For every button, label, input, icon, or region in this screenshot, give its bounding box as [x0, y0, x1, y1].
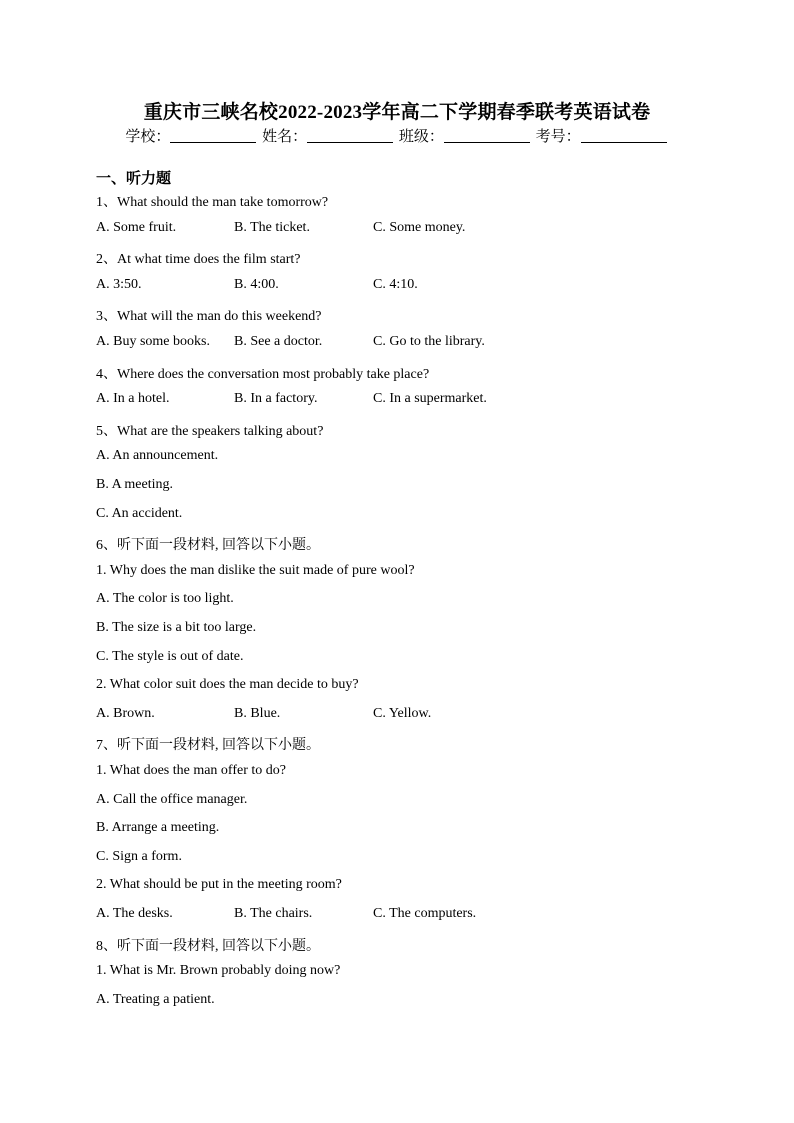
answer-option: B. 4:00.	[234, 277, 279, 292]
answer-option: C. 4:10.	[373, 277, 418, 292]
question-line: 2. What should be put in the meeting room?	[96, 877, 342, 892]
class-label: 班级：	[398, 129, 444, 145]
section-heading: 一、听力题	[96, 171, 172, 187]
student-info-row	[0, 125, 794, 146]
answer-option: A. 3:50.	[96, 277, 142, 292]
question-line: 3、What will the man do this weekend?	[96, 309, 322, 324]
exam-number-label: 考号：	[535, 129, 581, 145]
class-blank	[444, 128, 530, 143]
question-line: C. An accident.	[96, 506, 183, 521]
question-line: 5、What are the speakers talking about?	[96, 424, 324, 439]
question-line: 8、听下面一段材料, 回答以下小题。	[96, 939, 320, 954]
question-line: C. Sign a form.	[96, 849, 182, 864]
question-line: 7、听下面一段材料, 回答以下小题。	[96, 738, 320, 753]
school-label: 学校：	[125, 129, 171, 145]
question-line: 1. What is Mr. Brown probably doing now?	[96, 963, 341, 978]
answer-option: A. Buy some books.	[96, 334, 210, 349]
answer-option: C. Yellow.	[373, 706, 432, 721]
exam-title: 重庆市三峡名校2022-2023学年高二下学期春季联考英语试卷	[143, 102, 651, 123]
answer-option: C. The computers.	[373, 906, 477, 921]
answer-option: B. The chairs.	[234, 906, 313, 921]
question-line: B. Arrange a meeting.	[96, 820, 220, 835]
answer-option: B. See a doctor.	[234, 334, 323, 349]
answer-option: C. In a supermarket.	[373, 391, 487, 406]
answer-option: C. Go to the library.	[373, 334, 485, 349]
question-line: C. The style is out of date.	[96, 649, 244, 664]
question-line: 1、What should the man take tomorrow?	[96, 195, 329, 210]
answer-option: B. The ticket.	[234, 220, 310, 235]
question-line: A. The color is too light.	[96, 591, 234, 606]
school-blank	[170, 128, 256, 143]
question-line: 2. What color suit does the man decide to buy?	[96, 677, 359, 692]
question-line: 1. What does the man offer to do?	[96, 763, 286, 778]
question-line: 1. Why does the man dislike the suit made of pure wool?	[96, 563, 415, 578]
question-line: A. Treating a patient.	[96, 992, 215, 1007]
answer-option: A. The desks.	[96, 906, 173, 921]
exam-number-blank	[581, 128, 667, 143]
answer-option: B. Blue.	[234, 706, 281, 721]
question-line: A. An announcement.	[96, 448, 219, 463]
question-line: B. The size is a bit too large.	[96, 620, 257, 635]
answer-option: B. In a factory.	[234, 391, 318, 406]
question-line: B. A meeting.	[96, 477, 173, 492]
answer-option: A. Some fruit.	[96, 220, 177, 235]
question-line: 2、At what time does the film start?	[96, 252, 301, 267]
name-blank	[307, 128, 393, 143]
answer-option: C. Some money.	[373, 220, 466, 235]
answer-option: A. In a hotel.	[96, 391, 170, 406]
name-label: 姓名：	[262, 129, 308, 145]
answer-option: A. Brown.	[96, 706, 155, 721]
question-line: 6、听下面一段材料, 回答以下小题。	[96, 538, 320, 553]
question-line: A. Call the office manager.	[96, 792, 248, 807]
question-line: 4、Where does the conversation most probably take place?	[96, 367, 430, 382]
